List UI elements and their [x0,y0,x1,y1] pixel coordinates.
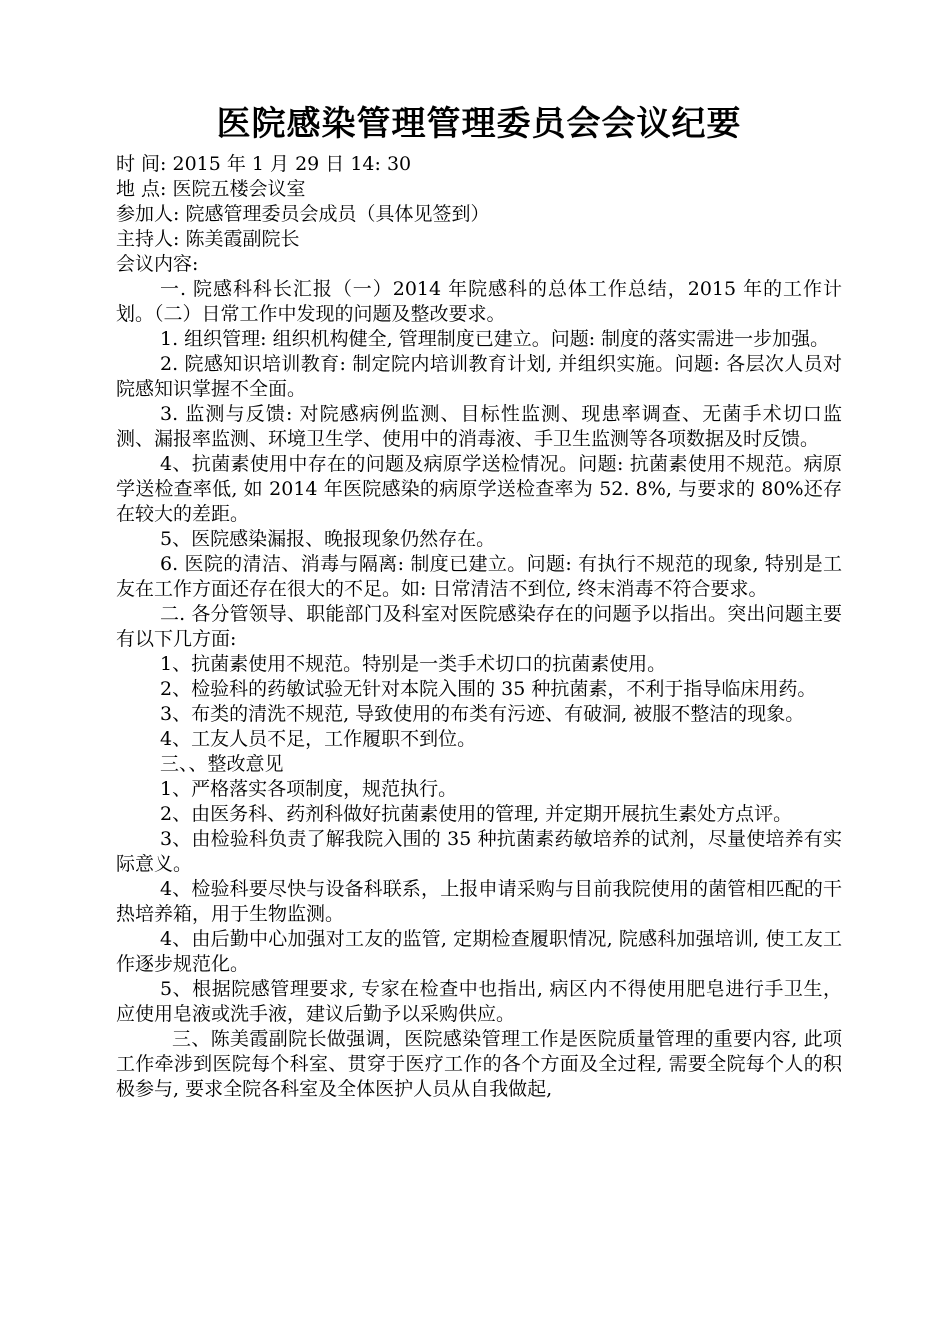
paragraph: 4、抗菌素使用中存在的问题及病原学送检情况。问题: 抗菌素使用不规范。病原学送检查率低, 如 2014 年医院感染的病原学送检查率为 52. 8%, 与要求的 80%还存在较大的差距。 [116,453,842,525]
paragraph: 2、由医务科、药剂科做好抗菌素使用的管理, 并定期开展抗生素处方点评。 [160,803,793,825]
paragraph: 5、医院感染漏报、晚报现象仍然存在。 [160,528,496,550]
paragraph: 1. 组织管理: 组织机构健全, 管理制度已建立。问题: 制度的落实需进一步加强。 [160,328,830,350]
paragraph: 5、根据院感管理要求, 专家在检查中也指出, 病区内不得使用肥皂进行手卫生，应使用皂液或洗手液，建议后勤予以采购供应。 [116,978,842,1025]
document-page [116,96,842,1102]
paragraph: 4、由后勤中心加强对工友的监管, 定期检查履职情况, 院感科加强培训, 使工友工作逐步规范化。 [116,928,842,975]
paragraph: 3、布类的清洗不规范, 导致使用的布类有污迹、有破洞, 被服不整洁的现象。 [160,703,805,725]
paragraph: 3. 监测与反馈: 对院感病例监测、目标性监测、现患率调查、无菌手术切口监测、漏报率监测、环境卫生学、使用中的消毒液、手卫生监测等各项数据及时反馈。 [116,403,842,450]
paragraph: 二. 各分管领导、职能部门及科室对医院感染存在的问题予以指出。突出问题主要有以下几方面: [116,603,842,650]
paragraph: 3、由检验科负责了解我院入围的 35 种抗菌素药敏培养的试剂，尽量使培养有实际意义。 [116,828,842,875]
paragraph: 一. 院感科科长汇报（一）2014 年院感科的总体工作总结，2015 年的工作计划。（二）日常工作中发现的问题及整改要求。 [116,278,842,325]
paragraph: 1、抗菌素使用不规范。特别是一类手术切口的抗菌素使用。 [160,653,667,675]
paragraph: 1、严格落实各项制度，规范执行。 [160,778,458,800]
meeting-host: 主持人: 陈美霞副院长 [116,228,300,250]
meeting-content-label: 会议内容: [116,253,199,275]
meeting-attendees: 参加人: 院感管理委员会成员（具体见签到） [116,203,490,225]
document-title: 医院感染管理管理委员会会议纪要 [216,104,742,144]
paragraph: 4、工友人员不足，工作履职不到位。 [160,728,477,750]
paragraph: 6. 医院的清洁、消毒与隔离: 制度已建立。问题: 有执行不规范的现象, 特别是工友在工作方面还存在很大的不足。如: 日常清洁不到位, 终末消毒不符合要求。 [116,553,842,600]
paragraph: 三、陈美霞副院长做强调，医院感染管理工作是医院质量管理的重要内容, 此项工作牵涉到医院每个科室、贯穿于医疗工作的各个方面及全过程, 需要全院每个人的积极参与, 要求全院各科室及全体医护人员从自我做起, [116,1028,842,1100]
paragraph: 4、检验科要尽快与设备科联系，上报申请采购与目前我院使用的菌管相匹配的干热培养箱，用于生物监测。 [116,878,842,925]
paragraph: 2. 院感知识培训教育: 制定院内培训教育计划, 并组织实施。问题: 各层次人员对院感知识掌握不全面。 [116,353,842,400]
meeting-time: 时 间: 2015 年 1 月 29 日 14: 30 [116,153,412,175]
section-heading: 三、、整改意见 [160,753,284,775]
paragraph: 2、检验科的药敏试验无针对本院入围的 35 种抗菌素，不利于指导临床用药。 [160,678,817,700]
meeting-place: 地 点: 医院五楼会议室 [116,178,306,200]
